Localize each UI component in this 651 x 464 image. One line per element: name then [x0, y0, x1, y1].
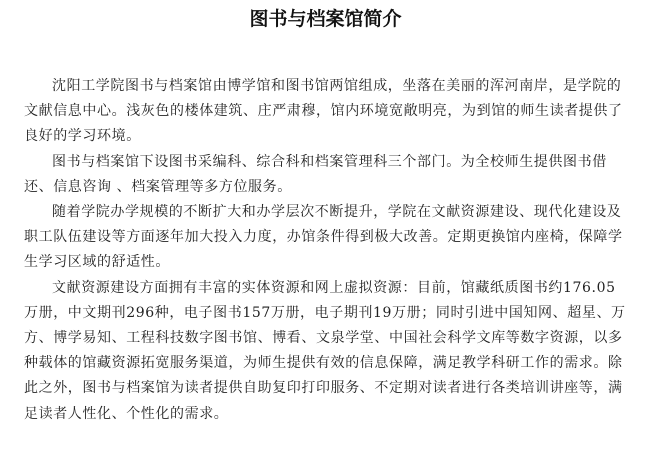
- paragraph-development: 随着学院办学规模的不断扩大和办学层次不断提升，学院在文献资源建设、现代化建设及职工队伍建设等方面逐年加大投入力度，办馆条件得到极大改善。定期更换馆内座椅，保障学生学习区域的舒适性。: [24, 204, 623, 271]
- paragraph-intro: 沈阳工学院图书与档案馆由博学馆和图书馆两馆组成，坐落在美丽的浑河南岸，是学院的文献信息中心。浅灰色的楼体建筑、庄严肃穆，馆内环境宽敞明亮，为到馆的师生读者提供了良好的学习环境。: [24, 78, 623, 145]
- paragraph-resources: 文献资源建设方面拥有丰富的实体资源和网上虚拟资源：目前，馆藏纸质图书约176.05万册，中文期刊296种，电子图书157万册，电子期刊19万册；同时引进中国知网、超星、万方、博学易知、工程科技数字图书馆、博看、文泉学堂、中国社会科学文库等数字资源，以多种载体的馆藏资源拓宽服务渠道，为师生提供有效的信息保障，满足教学科研工作的需求。除此之外，图书与档案馆为读者提供自助复印打印服务、不定期对读者进行各类培训讲座等，满足读者人性化、个性化的需求。: [24, 279, 626, 422]
- paragraph-departments: 图书与档案馆下设图书采编科、综合科和档案管理科三个部门。为全校师生提供图书借还、信息咨询 、档案管理等多方位服务。: [24, 153, 607, 195]
- article-body: [24, 74, 628, 427]
- page-title: 图书与档案馆简介: [249, 8, 402, 30]
